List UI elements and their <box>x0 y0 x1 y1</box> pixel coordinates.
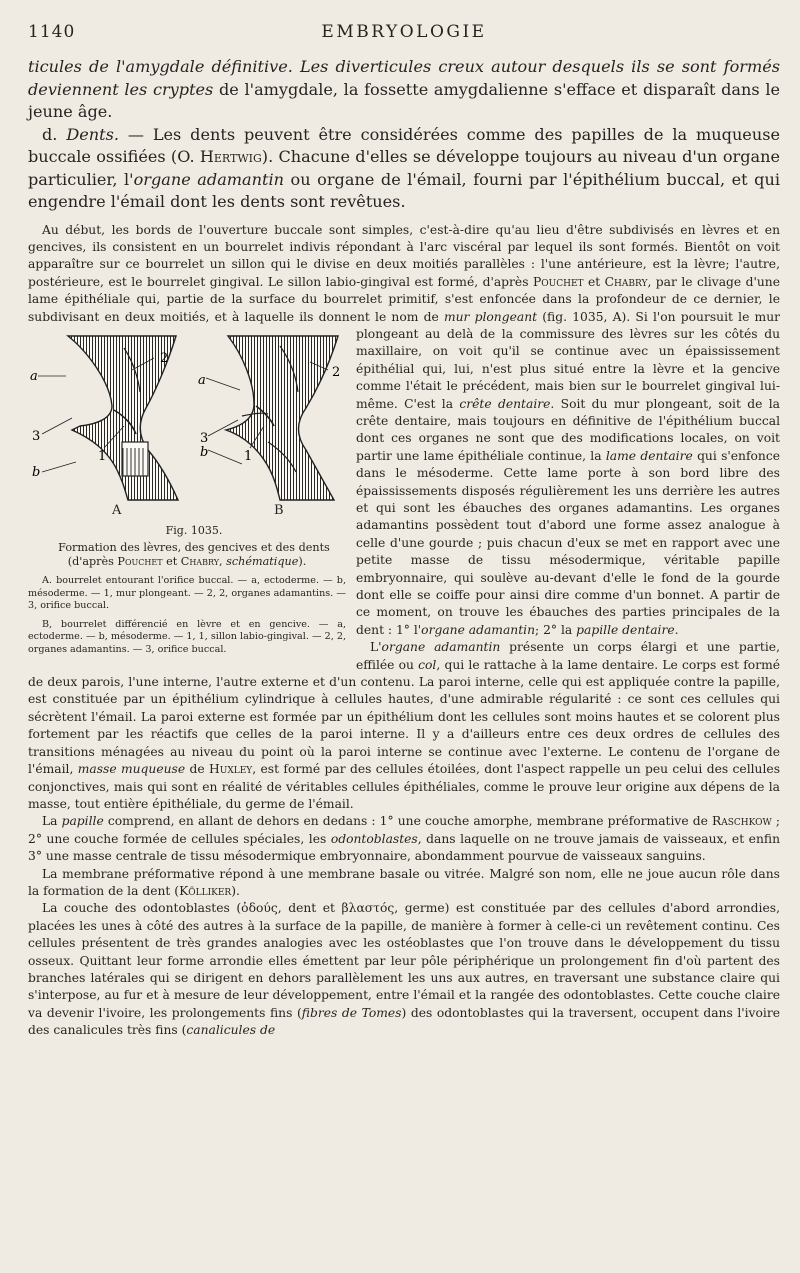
p5-text-e: ; 2° une couche formée de cellules spéciales, les <box>28 814 780 846</box>
p2-heading-dents: Dents. <box>66 124 119 144</box>
p3-text-m: ; 2° la <box>535 622 577 637</box>
p4-text-a: L' <box>370 640 382 655</box>
paragraph-levres <box>28 222 780 655</box>
figure-legend-b: B, bourrelet différencié en lèvre et en gencive. — a, ectoderme. — b, mésoderme. — 1, 1, sillon labio-gingival. — 2, 2, organes adamantins. — 3, orifice buccal. <box>28 618 346 655</box>
book-page <box>28 22 780 1040</box>
p5-term-papille: papille <box>61 814 104 829</box>
panel-label-a: A <box>112 502 122 518</box>
paragraph-odontoblastes <box>28 900 780 1039</box>
p3-term-crete: crête dentaire <box>459 396 551 411</box>
p5-text-g: , dans laquelle on ne trouve jamais de vaisseaux, et enfin 3° une masse centrale de tissu mésodermique embryonnaire, abondamment pourvue de vaisseaux sanguins. <box>28 831 780 864</box>
caption-text-c: et <box>162 555 181 569</box>
p6-text-a: La membrane préformative répond à une membrane basale ou vitrée. Malgré son nom, elle ne joue aucun rôle dans la formation de la dent ( <box>28 866 780 898</box>
p3-term-organe: organe adamantin <box>421 622 536 637</box>
paragraph-papille <box>28 813 780 865</box>
caption-text-e: , <box>219 555 227 569</box>
p4-term-organe: organe adamantin <box>381 640 501 655</box>
caption-author-pouchet: Pouchet <box>117 555 163 569</box>
p3-text-i: . Soit du mur plongeant, soit de la crête dentaire, mais toujours en définitive de l'épithélium buccal dont ces organes ne sont que des modifications locales, on voit partir une lame épithéliale continue, la <box>356 396 780 463</box>
p7-term-fibres: fibres de Tomes <box>301 1005 402 1020</box>
panel-label-b: B <box>274 502 284 518</box>
caption-schematique: schématique <box>226 555 299 569</box>
panel-b-mark-b: b <box>200 444 209 460</box>
p7-text-c: ) des odontoblastes qui la traversent, occupent dans l'ivoire des canalicules très fins ( <box>28 1005 780 1038</box>
running-head: EMBRYOLOGIE <box>321 22 487 42</box>
p2-term-organe: organe adamantin <box>133 169 284 189</box>
figure-diagram <box>28 332 346 502</box>
p3-text-k: qui s'enfonce dans le mésoderme. Cette lame porte à son bord libre des épaississements disposés régulièrement les uns derrière les autres et qui sont les ébauches des organes adamantins. Les organes adamantins possèdent tout d'abord une forme assez analogue à celle d'une gourde ; puis chacun d'eux se met en rapport avec une petite masse de tissu mésodermique, véritable papille embryonnaire, qui soulève au-devant d'elle le fond de la gourde dont elle se coiffe pour ainsi dire comme d'un bonnet. A partir de ce moment, on trouve les ébauches des parties principales de la dent : 1° l' <box>356 448 780 637</box>
figure-1035 <box>28 332 346 662</box>
p5-text-c: comprend, en allant de dehors en dedans : 1° une couche amorphe, membrane préformative de <box>103 814 712 829</box>
p3-text-c: et <box>583 274 605 289</box>
caption-author-chabry: Chabry <box>180 555 220 569</box>
panel-b-mark-3: 3 <box>200 430 209 446</box>
caption-text-g: ). <box>298 555 307 569</box>
panel-a-mark-a: a <box>30 368 38 384</box>
p3-term-lame: lame dentaire <box>605 448 693 463</box>
p3-term-papille: papille dentaire <box>576 622 675 637</box>
p3-author-pouchet: Pouchet <box>532 274 584 289</box>
p4-text-g: de <box>185 762 210 777</box>
p3-text-o: . <box>674 622 679 637</box>
p4-text-i: , est formé par des cellules étoilées, dont l'aspect rappelle un peu celui des cellules conjonctives, mais qui sont en réalité de véritables cellules épithéliales, comme le prouve leur origine aux dépens de la masse, tout entière épithéliale, du germe de l'émail. <box>28 762 781 811</box>
p5-author-raschkow: Raschkow <box>711 814 772 829</box>
p2-letter: d. <box>42 124 67 144</box>
p4-author-huxley: Huxley <box>209 762 253 777</box>
paragraph-organe-adamantin <box>28 639 780 813</box>
p5-text-a: La <box>42 814 62 829</box>
panel-a-drawing <box>38 336 178 500</box>
figure-panel-labels <box>28 502 346 520</box>
paragraph-membrane <box>28 866 780 901</box>
panel-a-mark-b: b <box>32 464 41 480</box>
p2-text-c: — Les dents peuvent être considérées comme des papilles de la muqueuse buccale ossifiées (O. <box>28 124 780 166</box>
panel-a-mark-3: 3 <box>32 428 41 444</box>
p4-term-col: col <box>418 657 437 672</box>
p1-text-c: de l'amygdale, la fossette amygdalienne s'efface et disparaît dans le jeune âge. <box>28 79 780 121</box>
p7-term-canalicules: canalicules de <box>186 1023 276 1038</box>
paragraph-crypts <box>28 56 780 124</box>
paragraph-dents <box>28 124 780 214</box>
p5-term-odontoblastes: odontoblastes <box>330 831 418 846</box>
page-number: 1140 <box>28 22 76 42</box>
panel-b-mark-1: 1 <box>244 448 253 464</box>
caption-text-a: Formation des lèvres, des gencives et des dents (d'après <box>58 541 330 569</box>
p7-text-a: La couche des odontoblastes (ὀδούς, dent et βλαστός, germe) est constituée par des cellules d'abord arrondies, placées les unes à côté des autres à la surface de la papille, de manière à former à celle-ci un revêtement continu. Ces cellules présentent de très grandes analogies avec les ostéoblastes que l'on trouve dans le développement du tissu osseux. Quittant leur forme arrondie elles émettent par leur pôle périphérique un prolongement fin d'où partent des branches latérales qui se dirigent en dehors parallèlement les uns aux autres, en traversant une substance claire qui s'interpose, au fur et à mesure de leur développement, entre l'émail et la rangée des odontoblastes. Cette couche claire va devenir l'ivoire, les prolongements fins ( <box>28 901 780 1020</box>
panel-b-mark-a: a <box>198 372 206 388</box>
panel-a-mark-1: 1 <box>98 448 107 464</box>
p3-text-g: (fig. 1035, A). Si l'on poursuit le mur plongeant au delà de la commissure des lèvres sur les côtés du maxillaire, on voit qu'il se continue avec un épaississement épithélial qui, lui, n'est plus situé entre la lèvre et la gencive comme l'était le précédent, mais bien sur le bourrelet gingival lui-même. C'est la <box>356 309 780 411</box>
p2-text-g: ou organe de l'émail, fourni par l'épithélium buccal, et qui engendre l'émail dont les dents sont revêtues. <box>28 169 780 211</box>
p3-text-a: Au début, les bords de l'ouverture buccale sont simples, c'est-à-dire qu'au lieu d'être subdivisés en lèvres et en gencives, ils consistent en un bourrelet indivis répondant à l'arc viscéral par lequel ils sont formés. Bientôt on voit apparaître sur ce bourrelet un sillon qui le divise en deux moitiés parallèles : l'une antérieure, est la lèvre; l'autre, postérieure, est le bourrelet gingival. Le sillon labio-gingival est formé, d'après <box>28 222 780 289</box>
panel-b-mark-2: 2 <box>332 364 341 380</box>
p2-text-e: ). Chacune d'elles se développe toujours au niveau d'un organe particulier, l' <box>28 147 780 189</box>
figure-number: Fig. 1035. <box>165 523 223 537</box>
p4-text-e: , qui le rattache à la lame dentaire. Le corps est formé de deux parois, l'une interne, l'autre externe et d'un contenu. La paroi interne, celle qui est appliquée contre la papille, est constituée par un épithélium cylindrique à cellules hautes, d'une admirable régularité : ce sont ces cellules qui sécrètent l'émail. La paroi externe est formée par un épithélium dont les cellules sont moins hautes et se colorent plus fortement par les réactifs que celles de la paroi interne. Il y a d'ailleurs entre ces deux ordres de cellules des transitions ménagées au niveau du point où la paroi interne se continue avec l'externe. Le contenu de l'organe de l'émail, <box>28 657 781 777</box>
figure-legend-a: A. bourrelet entourant l'orifice buccal. — a, ectoderme. — b, mésoderme. — 1, mur plongeant. — 2, 2, organes adamantins. — 3, orifice buccal. <box>28 575 346 612</box>
p4-term-masse: masse muqueuse <box>77 762 186 777</box>
p2-author-hertwig: Hertwig <box>199 147 262 166</box>
figure-caption <box>28 541 346 569</box>
p1-text-a: ticules de l'amygdale définitive. Les diverticules creux autour desquels ils se sont formés deviennent les <box>28 57 780 99</box>
panel-b-drawing <box>206 336 341 500</box>
p4-text-c: présente un corps élargi et une partie, effilée ou <box>356 640 780 672</box>
p6-text-c: ). <box>231 883 240 898</box>
p1-term-cryptes: cryptes <box>152 79 214 99</box>
p3-text-e: , par le clivage d'une lame épithéliale qui, partie de la surface du bourrelet primitif, s'est enfoncée dans la profondeur de ce dernier, le subdivisant en deux moitiés, et à laquelle ils donnent le nom de <box>28 274 780 324</box>
p6-author-kolliker: Kölliker <box>179 883 232 898</box>
p3-term-mur: mur plongeant <box>443 309 538 324</box>
panel-a-mark-2: 2 <box>160 350 169 366</box>
page-header <box>28 22 780 56</box>
p3-author-chabry: Chabry <box>604 274 648 289</box>
